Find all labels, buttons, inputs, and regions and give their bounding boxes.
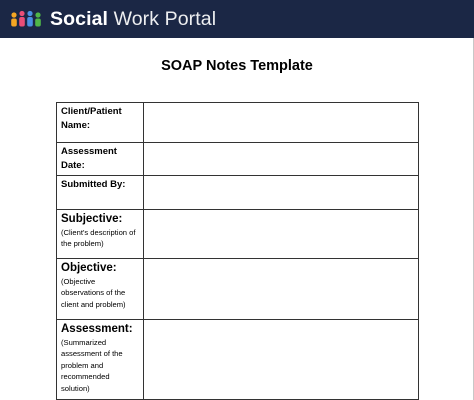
site-header — [0, 0, 474, 38]
subjective-field[interactable] — [144, 210, 419, 259]
row-label-assessment: Assessment: — [61, 323, 133, 335]
row-description-subjective: (Client's description of the problem) — [61, 228, 136, 249]
submitted-by-field[interactable] — [144, 176, 419, 210]
row-label-assessment-date: Assessment Date: — [61, 146, 117, 171]
table-row-client-name — [57, 103, 419, 143]
brand-name-light: Work Portal — [108, 7, 217, 30]
table-row-submitted-by — [57, 176, 419, 210]
row-label-objective: Objective: — [61, 262, 117, 274]
table-row-subjective — [57, 210, 419, 259]
table-row-objective — [57, 259, 419, 320]
brand-name-bold: Social — [50, 7, 109, 30]
soap-notes-table — [56, 102, 419, 400]
assessment-field[interactable] — [144, 320, 419, 400]
row-description-assessment: (Summarized assessment of the problem and recommended solution) — [61, 338, 123, 393]
label-cell — [57, 259, 144, 320]
client-name-field[interactable] — [144, 103, 419, 143]
row-label-submitted-by: Submitted By: — [61, 179, 126, 190]
table-row-assessment-date — [57, 143, 419, 176]
row-label-subjective: Subjective: — [61, 213, 123, 225]
label-cell — [57, 210, 144, 259]
objective-field[interactable] — [144, 259, 419, 320]
assessment-date-field[interactable] — [144, 143, 419, 176]
brand-name[interactable] — [50, 8, 216, 31]
document-title: SOAP Notes Template — [161, 58, 313, 74]
label-cell — [57, 176, 144, 210]
label-cell — [57, 320, 144, 400]
row-label-client-name: Client/Patient Name: — [61, 106, 122, 131]
label-cell — [57, 143, 144, 176]
table-row-assessment — [57, 320, 419, 400]
row-description-objective: (Objective observations of the client and problem) — [61, 277, 126, 309]
label-cell — [57, 103, 144, 143]
people-group-icon[interactable] — [9, 9, 43, 29]
